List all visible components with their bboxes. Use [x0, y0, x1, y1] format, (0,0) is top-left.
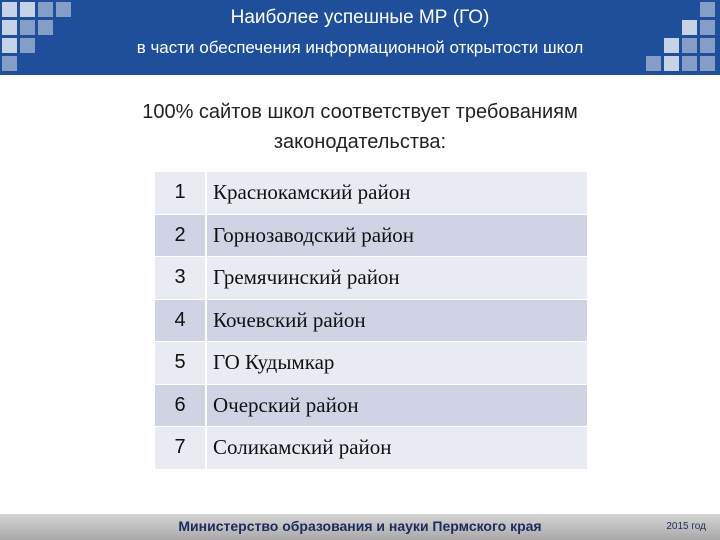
list-item-name: Краснокамский район — [213, 180, 411, 205]
slide-title: Наиболее успешные МР (ГО) — [230, 7, 490, 28]
list-item — [155, 300, 587, 343]
list-item-number: 5 — [155, 342, 207, 384]
list-item — [155, 257, 587, 300]
footer-year: 2015 год — [666, 521, 706, 532]
header-band — [0, 0, 720, 75]
list-item-number: 7 — [155, 427, 207, 469]
list-item-number: 3 — [155, 257, 207, 299]
intro-text — [60, 97, 660, 157]
list-item-name: ГО Кудымкар — [213, 350, 335, 375]
list-item-name: Кочевский район — [213, 307, 366, 332]
decor-square — [646, 56, 661, 71]
list-item-number: 4 — [155, 300, 207, 342]
footer-bar — [0, 514, 720, 540]
list-item — [155, 342, 587, 385]
list-item — [155, 385, 587, 428]
list-item-name: Горнозаводский район — [213, 222, 415, 247]
list-item-number: 6 — [155, 385, 207, 427]
ministry-name: Министерство образования и науки Пермского края — [178, 518, 542, 534]
list-item-number: 2 — [155, 215, 207, 257]
slide-subtitle: в части обеспечения информационной открытости школ — [136, 38, 584, 57]
decor-square — [664, 56, 679, 71]
intro-line-1: 100% сайтов школ соответствует требованиям — [142, 101, 578, 123]
decor-square — [2, 56, 17, 71]
decor-square — [682, 56, 697, 71]
list-item-number: 1 — [155, 172, 207, 214]
list-item — [155, 215, 587, 258]
decor-square — [700, 56, 715, 71]
district-list — [155, 172, 587, 470]
list-item-name: Соликамский район — [213, 435, 392, 460]
list-item — [155, 427, 587, 470]
list-item — [155, 172, 587, 215]
list-item-name: Очерский район — [213, 392, 359, 417]
intro-line-2: законодательства: — [273, 131, 447, 153]
list-item-name: Гремячинский район — [213, 265, 400, 290]
